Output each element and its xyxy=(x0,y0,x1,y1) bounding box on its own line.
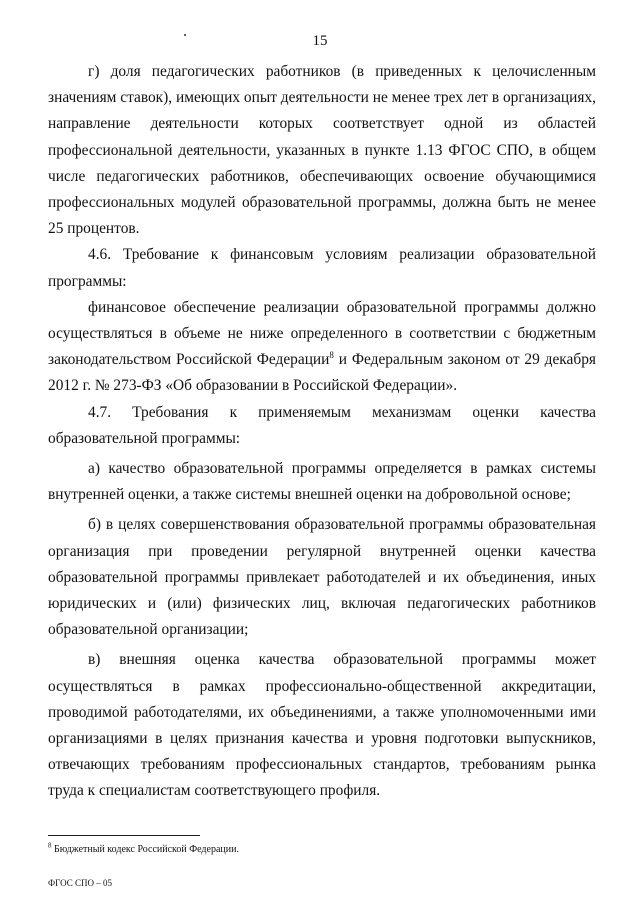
paragraph-v-external-assessment: в) внешняя оценка качества образовательной программы может осуществляться в рамках профессионально-общественной аккредитации, проводимой работодателями, их объединениями, а также уполномоченными ими организациями в целях признания качества и уровня подготовки выпускников, отвечающих требованиям профессиональных стандартов, требованиям рынка труда к специалистам соответствующего профиля. xyxy=(48,651,596,800)
paragraph-4-7-heading: 4.7. Требования к применяемым механизмам оценки качества образовательной программы: xyxy=(48,403,596,447)
paragraph-4-6-heading: 4.6. Требование к финансовым условиям реализации образовательной программы: xyxy=(48,246,596,290)
financial-support-text: финансовое обеспечение реализации образовательной программы должно осуществляться в объеме не ниже определенного в соответствии с бюджетным законодательством Российской Федерации xyxy=(48,298,596,369)
page-number: 15 xyxy=(312,33,328,49)
footnote-marker: 8 xyxy=(48,841,52,850)
paragraph-b-improvement: б) в целях совершенствования образовательной программы образовательная организация при проведении регулярной внутренней оценки качества образовательной программы привлекает работодателей и их объединения, иных юридических и (или) физических лиц, включая педагогических работников образовательной организации; xyxy=(48,516,596,639)
financial-support-text-end: и Федеральным законом от 29 декабря 2012 г. № 273-ФЗ «Об образовании в Российской Федерации». xyxy=(48,351,596,395)
paragraph-g-share-of-teachers: г) доля педагогических работников (в приведенных к целочисленным значениям ставок), имеющих опыт деятельности не менее трех лет в организациях, направление деятельности которых соответствует одной из областей профессиональной деятельности, указанных в пункте 1.13 ФГОС СПО, в общем числе педагогических работников, обеспечивающих освоение обучающимися профессиональных модулей образовательной программы, должна быть не менее 25 процентов. xyxy=(48,63,596,238)
body-text xyxy=(48,59,596,805)
paragraph-financial-support xyxy=(48,295,596,400)
document-code: ФГОС СПО – 05 xyxy=(48,878,112,888)
footnote-divider xyxy=(48,835,200,836)
footnote xyxy=(48,843,239,857)
footnote-reference: 8 xyxy=(329,350,334,361)
paragraph-a-quality: а) качество образовательной программы определяется в рамках системы внутренней оценки, а также системы внешней оценки на добровольной основе; xyxy=(48,460,596,504)
footnote-text: Бюджетный кодекс Российской Федерации. xyxy=(51,844,239,855)
